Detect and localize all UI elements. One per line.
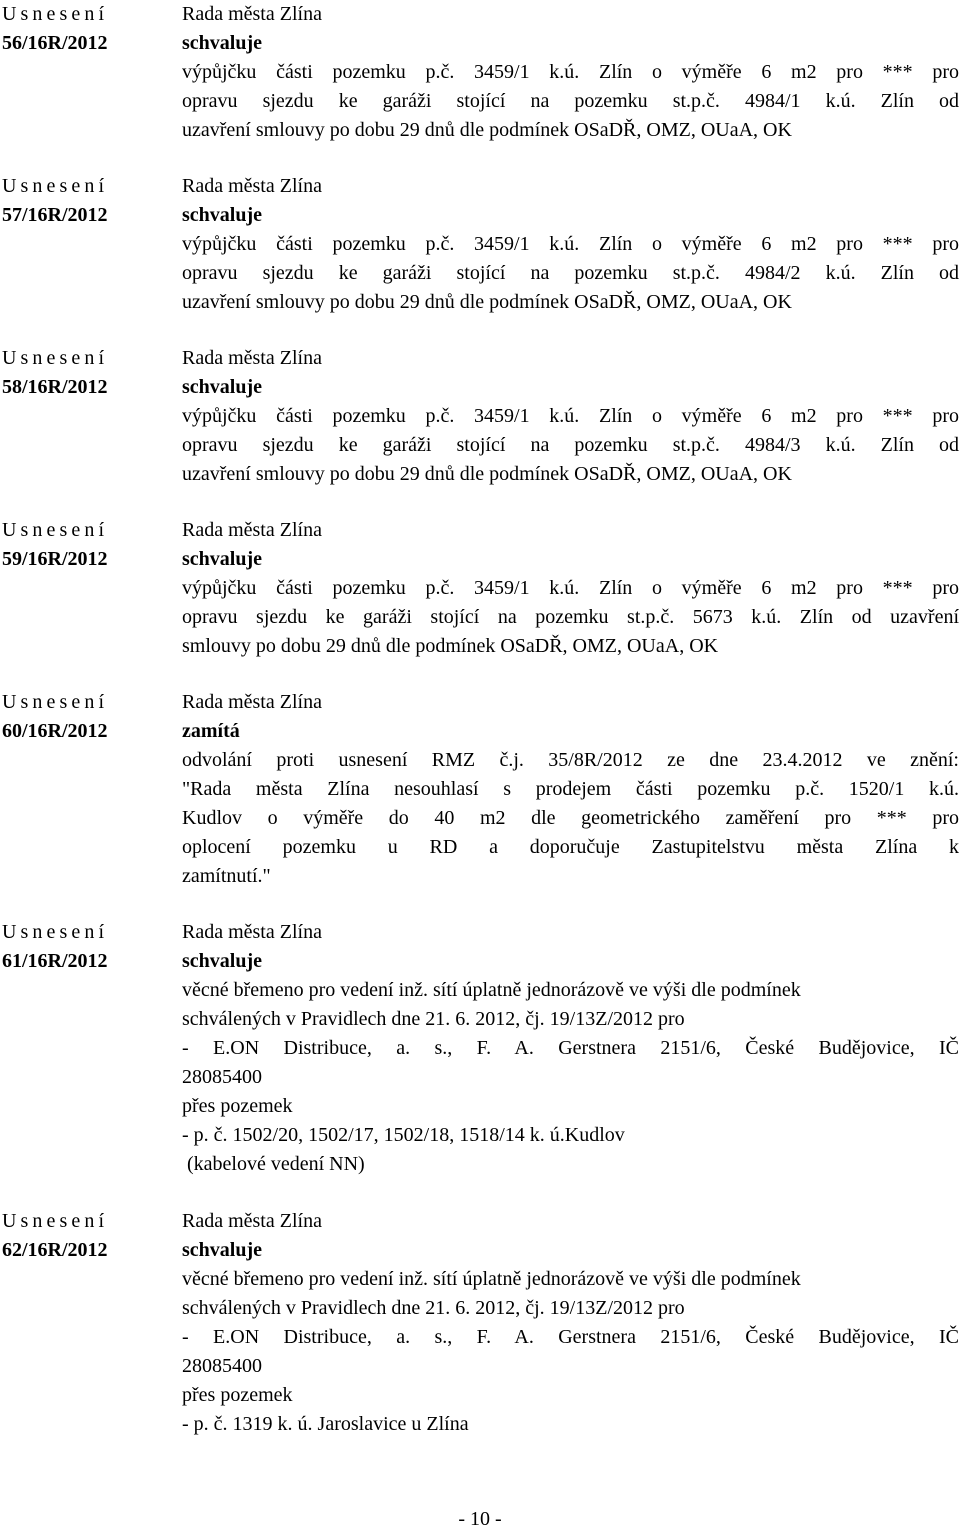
resolution-word: Usnesení [2, 347, 109, 369]
body-line: (kabelové vedení NN) [182, 1153, 365, 1175]
resolution-word: Usnesení [2, 1210, 109, 1232]
resolution-number: 56/16R/2012 [2, 32, 108, 54]
resolution-number: 57/16R/2012 [2, 204, 108, 226]
body-line: smlouvy po dobu 29 dnů dle podmínek OSaDŘ, OMZ, OUaA, OK [182, 635, 719, 657]
body-line: přes pozemek [182, 1095, 293, 1117]
body-line: věcné břemeno pro vedení inž. sítí úplatně jednorázově ve výši dle podmínek [182, 1268, 801, 1290]
body-line: "Rada města Zlína nesouhlasí s prodejem části pozemku p.č. 1520/1 k.ú. [182, 778, 959, 800]
resolution-number: 58/16R/2012 [2, 376, 108, 398]
resolution-label [2, 918, 172, 976]
body-line: uzavření smlouvy po dobu 29 dnů dle podmínek OSaDŘ, OMZ, OUaA, OK [182, 119, 792, 141]
body-line: uzavření smlouvy po dobu 29 dnů dle podmínek OSaDŘ, OMZ, OUaA, OK [182, 291, 792, 313]
body-line: opravu sjezdu ke garáži stojící na pozemku st.p.č. 4984/1 k.ú. Zlín od [182, 90, 959, 112]
resolution-body [182, 172, 959, 317]
resolution-body [182, 516, 959, 661]
body-line: Kudlov o výměře do 40 m2 dle geometrického zaměření pro *** pro [182, 807, 959, 829]
verdict: schvaluje [182, 548, 262, 570]
page-number: - 10 - [458, 1508, 502, 1530]
resolution-label [2, 516, 172, 574]
resolution-label [2, 172, 172, 230]
body-line: opravu sjezdu ke garáži stojící na pozemku st.p.č. 4984/3 k.ú. Zlín od [182, 434, 959, 456]
resolution-label [2, 344, 172, 402]
resolution-number: 60/16R/2012 [2, 720, 108, 742]
authority: Rada města Zlína [182, 175, 322, 197]
body-line: - p. č. 1502/20, 1502/17, 1502/18, 1518/14 k. ú.Kudlov [182, 1124, 625, 1146]
body-line: - E.ON Distribuce, a. s., F. A. Gerstnera 2151/6, České Budějovice, IČ [182, 1037, 959, 1059]
resolution-label [2, 1207, 172, 1265]
authority: Rada města Zlína [182, 691, 322, 713]
resolution-word: Usnesení [2, 175, 109, 197]
body-line: zamítnutí." [182, 865, 271, 887]
verdict: schvaluje [182, 204, 262, 226]
resolution-word: Usnesení [2, 691, 109, 713]
authority: Rada města Zlína [182, 3, 322, 25]
body-line: schválených v Pravidlech dne 21. 6. 2012, čj. 19/13Z/2012 pro [182, 1008, 685, 1030]
resolution-body [182, 918, 959, 1179]
body-line: výpůjčku části pozemku p.č. 3459/1 k.ú. Zlín o výměře 6 m2 pro *** pro [182, 61, 959, 83]
resolution-word: Usnesení [2, 921, 109, 943]
body-line: věcné břemeno pro vedení inž. sítí úplatně jednorázově ve výši dle podmínek [182, 979, 801, 1001]
verdict: zamítá [182, 720, 240, 742]
resolution-body [182, 688, 959, 891]
resolution-body [182, 344, 959, 489]
resolution-label [2, 688, 172, 746]
body-line: výpůjčku části pozemku p.č. 3459/1 k.ú. Zlín o výměře 6 m2 pro *** pro [182, 233, 959, 255]
body-line: uzavření smlouvy po dobu 29 dnů dle podmínek OSaDŘ, OMZ, OUaA, OK [182, 463, 792, 485]
resolution-word: Usnesení [2, 3, 109, 25]
authority: Rada města Zlína [182, 1210, 322, 1232]
body-line: výpůjčku části pozemku p.č. 3459/1 k.ú. Zlín o výměře 6 m2 pro *** pro [182, 405, 959, 427]
resolution-number: 61/16R/2012 [2, 950, 108, 972]
body-line: schválených v Pravidlech dne 21. 6. 2012, čj. 19/13Z/2012 pro [182, 1297, 685, 1319]
resolution-number: 59/16R/2012 [2, 548, 108, 570]
authority: Rada města Zlína [182, 921, 322, 943]
resolution-number: 62/16R/2012 [2, 1239, 108, 1261]
verdict: schvaluje [182, 32, 262, 54]
verdict: schvaluje [182, 1239, 262, 1261]
body-line: 28085400 [182, 1066, 262, 1088]
body-line: oplocení pozemku u RD a doporučuje Zastupitelstvu města Zlína k [182, 836, 959, 858]
body-line: 28085400 [182, 1355, 262, 1377]
authority: Rada města Zlína [182, 519, 322, 541]
resolution-word: Usnesení [2, 519, 109, 541]
resolution-body [182, 1207, 959, 1439]
verdict: schvaluje [182, 950, 262, 972]
body-line: opravu sjezdu ke garáži stojící na pozemku st.p.č. 5673 k.ú. Zlín od uzavření [182, 606, 959, 628]
body-line: přes pozemek [182, 1384, 293, 1406]
body-line: - E.ON Distribuce, a. s., F. A. Gerstnera 2151/6, České Budějovice, IČ [182, 1326, 959, 1348]
body-line: odvolání proti usnesení RMZ č.j. 35/8R/2012 ze dne 23.4.2012 ve znění: [182, 749, 959, 771]
body-line: výpůjčku části pozemku p.č. 3459/1 k.ú. Zlín o výměře 6 m2 pro *** pro [182, 577, 959, 599]
resolution-body [182, 0, 959, 145]
body-line: opravu sjezdu ke garáži stojící na pozemku st.p.č. 4984/2 k.ú. Zlín od [182, 262, 959, 284]
body-line: - p. č. 1319 k. ú. Jaroslavice u Zlína [182, 1413, 469, 1435]
verdict: schvaluje [182, 376, 262, 398]
resolution-label [2, 0, 172, 58]
authority: Rada města Zlína [182, 347, 322, 369]
